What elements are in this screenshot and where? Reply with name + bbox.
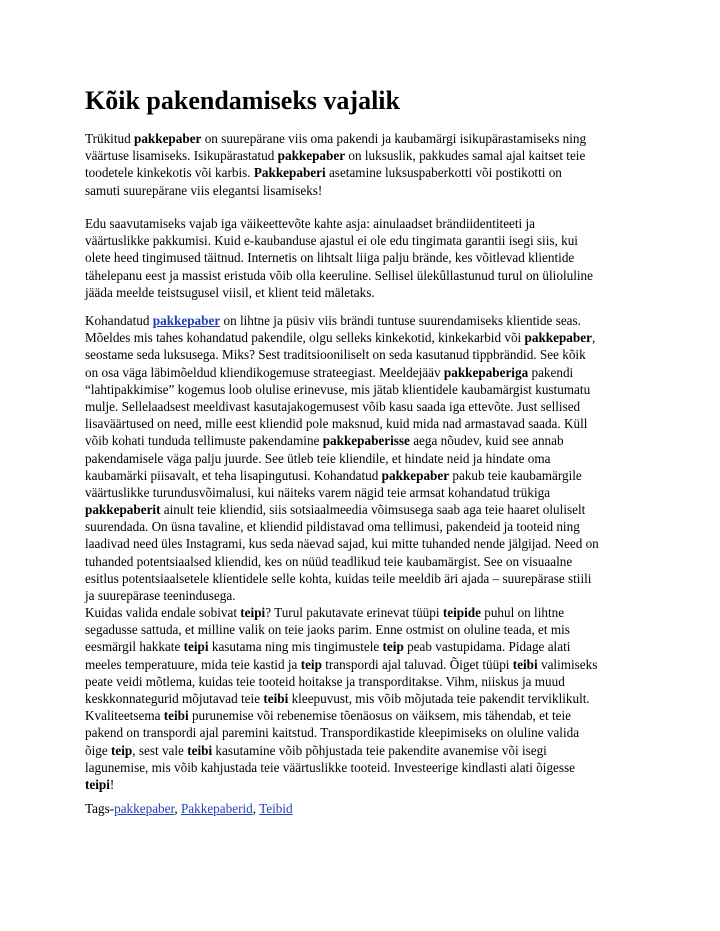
tag-separator: ,: [174, 801, 181, 816]
text-segment: kasutamine võib põhjustada teie pakendite avanemise või isegi: [212, 742, 547, 758]
text-line: [85, 182, 645, 199]
text-segment: transpordi ajal taluvad. Õiget tüüpi: [321, 656, 513, 672]
text-line: [85, 570, 645, 587]
text-segment: laadivad need üles Instagrami, kus seda näevad sajad, kui mitte tuhanded nende jälgijad. Need on: [85, 536, 599, 552]
text-line: [85, 346, 645, 363]
bold-keyword: teip: [111, 742, 133, 758]
bold-keyword: pakkepaberiga: [443, 364, 529, 380]
bold-keyword: teipi: [240, 605, 266, 620]
text-line: [85, 398, 645, 415]
text-line: [85, 484, 645, 501]
text-line: [85, 707, 645, 724]
text-segment: Mõeldes mis tahes kohandatud pakendile, olgu selleks kinkekotid, kinkekarbid või: [85, 330, 525, 346]
paragraph-2: [85, 215, 645, 301]
bold-keyword: teipide: [442, 605, 481, 620]
text-segment: puhul on lihtne: [480, 605, 565, 620]
bold-keyword[interactable]: pakkepaber: [152, 313, 221, 328]
bold-keyword: teibi: [187, 742, 213, 758]
page-title: Kõik pakendamiseks vajalik: [85, 86, 400, 115]
text-segment: lisaväärtused on need, mille eest kliendid pole maksnud, kuid mida nad armastavad saada. Küll: [85, 416, 588, 432]
text-line: [85, 450, 645, 467]
text-line: [85, 329, 645, 346]
bold-keyword: pakkepaber: [524, 330, 592, 346]
text-segment: tuhanded potentsiaalsed kliendid, kes on nüüd teadlikud teie kaubamärgist. See on visuaalne: [85, 553, 573, 569]
text-segment: Trükitud: [85, 131, 134, 146]
text-line: [85, 364, 645, 381]
bold-keyword: teibi: [163, 708, 189, 724]
text-line: [85, 415, 645, 432]
text-line: [85, 604, 645, 621]
bold-keyword: Pakkepaberi: [253, 165, 326, 181]
bold-keyword: teip: [382, 639, 404, 655]
text-segment: olete heed tingimused täitnud. Internetis on lihtsalt liiga palju brände, kes võitlevad klientide: [85, 250, 575, 266]
text-segment: samuti suurepärane viis elegantsi lisamiseks!: [85, 182, 323, 198]
text-segment: ,: [591, 330, 596, 346]
text-segment: meeles temperatuure, mida teie kastid ja: [85, 656, 301, 672]
text-line: [85, 232, 645, 249]
text-segment: on osa väga läbimõeldud kliendikogemuse strateegiast. Meeldejääv: [85, 364, 444, 380]
text-segment: on suurepärane viis oma pakendi ja kaubamärgi isikupärastamiseks ning: [201, 131, 587, 146]
text-segment: !: [109, 776, 115, 792]
paragraph-1: [85, 130, 645, 199]
text-line: [85, 724, 645, 741]
text-segment: mulje. Sellelaadsest meeldivast kasutajakogemusest võib kasu saada iga ettevõte. Just sellised: [85, 398, 581, 414]
text-line: [85, 284, 645, 301]
text-segment: väärtuslikke turundusvõimalusi, kui näiteks varem nägid teie armsat kohandatud trükiga: [85, 484, 551, 500]
text-line: [85, 267, 645, 284]
text-segment: kasutama ning mis tingimustele: [208, 639, 383, 655]
bold-keyword: teipi: [183, 639, 209, 655]
text-line: [85, 690, 645, 707]
text-segment: peab vastupidama. Pidage alati: [403, 639, 571, 655]
tag-link-pakkepaber[interactable]: pakkepaber: [114, 801, 175, 816]
text-segment: asetamine luksuspaberkotti või postikotti on: [325, 165, 562, 181]
bold-keyword: pakkepaber: [381, 467, 450, 483]
text-segment: keskkonnategurid mõjutavad teie: [85, 690, 264, 706]
tag-link-pakkepaberid[interactable]: Pakkepaberid: [180, 801, 253, 816]
bold-keyword: teipi: [85, 776, 110, 792]
bold-keyword: pakkepaber: [133, 131, 202, 146]
text-segment: ainult teie kliendid, siis sotsiaalmeedia võimsusega saab aga teie haaret oluliselt: [160, 502, 586, 518]
text-line: [85, 553, 645, 570]
tags-prefix: Tags-: [85, 801, 115, 816]
text-segment: seostame seda luksusega. Miks? Sest traditsiooniliselt on seda kasutanud tippbrändid. See kõik: [85, 347, 586, 363]
tag-separator: ,: [252, 801, 260, 816]
text-line: [85, 249, 645, 266]
tag-link-teibid[interactable]: Teibid: [259, 801, 293, 816]
text-line: [85, 130, 645, 147]
bold-keyword: teibi: [263, 690, 289, 706]
inline-link[interactable]: [153, 313, 220, 328]
text-segment: pakend on transpordi ajal paremini kaitstud. Transpordikastide kleepimiseks on oluline valida: [85, 725, 580, 741]
paragraph-3: [85, 312, 645, 604]
text-segment: eesmärgil hakkate: [85, 639, 184, 655]
text-segment: pakendi: [528, 364, 574, 380]
text-segment: purunemise või rebenemise tõenäosus on väiksem, mis tähendab, et teie: [188, 708, 571, 724]
bold-keyword: teibi: [512, 656, 538, 672]
text-line: [85, 638, 645, 655]
text-line: [85, 776, 645, 793]
text-line: [85, 656, 645, 673]
text-line: [85, 312, 645, 329]
text-segment: lagunemise, mis võib kahjustada teie väärtuslikke tooteid. Investeerige kindlasti alati õigesse: [85, 759, 576, 775]
paragraph-4: [85, 604, 645, 793]
text-segment: peate veidi mõtlema, kuidas teie tooteid hoitakse ja transporditakse. Vihm, niiskus ja muud: [85, 673, 565, 689]
text-segment: väärtuslikke pakkumisi. Kuid e-kaubanduse ajastul ei ole edu tingimata garantii isegi siis, kui: [85, 233, 578, 249]
bold-keyword: pakkepaber: [277, 148, 346, 164]
text-line: [85, 432, 645, 449]
text-segment: ? Turul pakutavate erinevat tüüpi: [265, 605, 443, 620]
text-segment: on lihtne ja püsiv viis brändi tuntuse suurendamiseks klientide seas.: [220, 313, 581, 328]
text-segment: toodetele kinkekotis või karbis.: [85, 165, 254, 181]
text-segment: õige: [85, 742, 112, 758]
text-segment: Kohandatud: [85, 313, 153, 328]
text-segment: võib kohati tunduda tellimuste pakendamine: [85, 433, 323, 449]
text-segment: kleepuvust, mis võib mõjutada teie pakendit terviklikult.: [288, 690, 590, 706]
text-segment: väärtuse lisamiseks. Isikupärastatud: [85, 148, 278, 164]
text-segment: kaubamärki piisavalt, et teha lisapingutusi. Kohandatud: [85, 467, 382, 483]
text-segment: Edu saavutamiseks vajab iga väikeettevõte kahte asja: ainulaadset brändiidentiteeti ja: [85, 216, 536, 231]
text-segment: , sest vale: [132, 742, 188, 758]
text-segment: suurendada. On üsna tavaline, et kliendid pildistavad oma tellimusi, pakendeid ja tooteid ning: [85, 519, 580, 535]
bold-keyword: teip: [300, 656, 322, 672]
text-segment: aega nõudev, kuid see annab: [409, 433, 564, 449]
text-segment: pakub teie kaubamärgile: [449, 467, 582, 483]
text-segment: tähelepanu eest ja massist eristuda võib olla keeruline. Sellisel ülekûllastunud turul on ülioluline: [85, 267, 593, 283]
text-line: [85, 621, 645, 638]
text-segment: valimiseks: [537, 656, 598, 672]
text-line: [85, 742, 645, 759]
text-line: [85, 587, 645, 604]
text-line: [85, 215, 645, 232]
bold-keyword: pakkepaberisse: [322, 433, 410, 449]
text-line: [85, 535, 645, 552]
text-segment: on luksuslik, pakkudes samal ajal kaitset teie: [345, 148, 586, 164]
text-segment: jääda meelde teistsugusel viisil, et klient teid mäletaks.: [85, 284, 375, 300]
text-segment: esitlus potentsiaalsetele klientidele selle kohta, kuidas teile meeldib äri ajada – suurepärase stiili: [85, 570, 592, 586]
text-segment: segadusse sattuda, et milline valik on teie jaoks parim. Enne ostmist on oluline teada, et mis: [85, 622, 570, 638]
text-line: [85, 759, 645, 776]
bold-keyword: pakkepaberit: [85, 502, 161, 518]
text-line: [85, 467, 645, 484]
text-line: [85, 381, 645, 398]
text-segment: pakendamisele väga palju juurde. See ütleb teie kliendile, et hindate neid ja hindate oma: [85, 450, 551, 466]
text-line: [85, 164, 645, 181]
text-segment: “lahtipakkimise” kogemus loob olulise erinevuse, mis jätab klientidele kaubamärgist kustumatu: [85, 381, 591, 397]
text-segment: Kuidas valida endale sobivat: [85, 605, 241, 620]
text-line: [85, 147, 645, 164]
text-line: [85, 673, 645, 690]
text-line: [85, 518, 645, 535]
text-segment: ja suurepärase teenindusega.: [85, 588, 236, 603]
text-segment: Kvaliteetsema: [85, 708, 164, 724]
text-line: [85, 501, 645, 518]
tags-line: [85, 800, 293, 817]
